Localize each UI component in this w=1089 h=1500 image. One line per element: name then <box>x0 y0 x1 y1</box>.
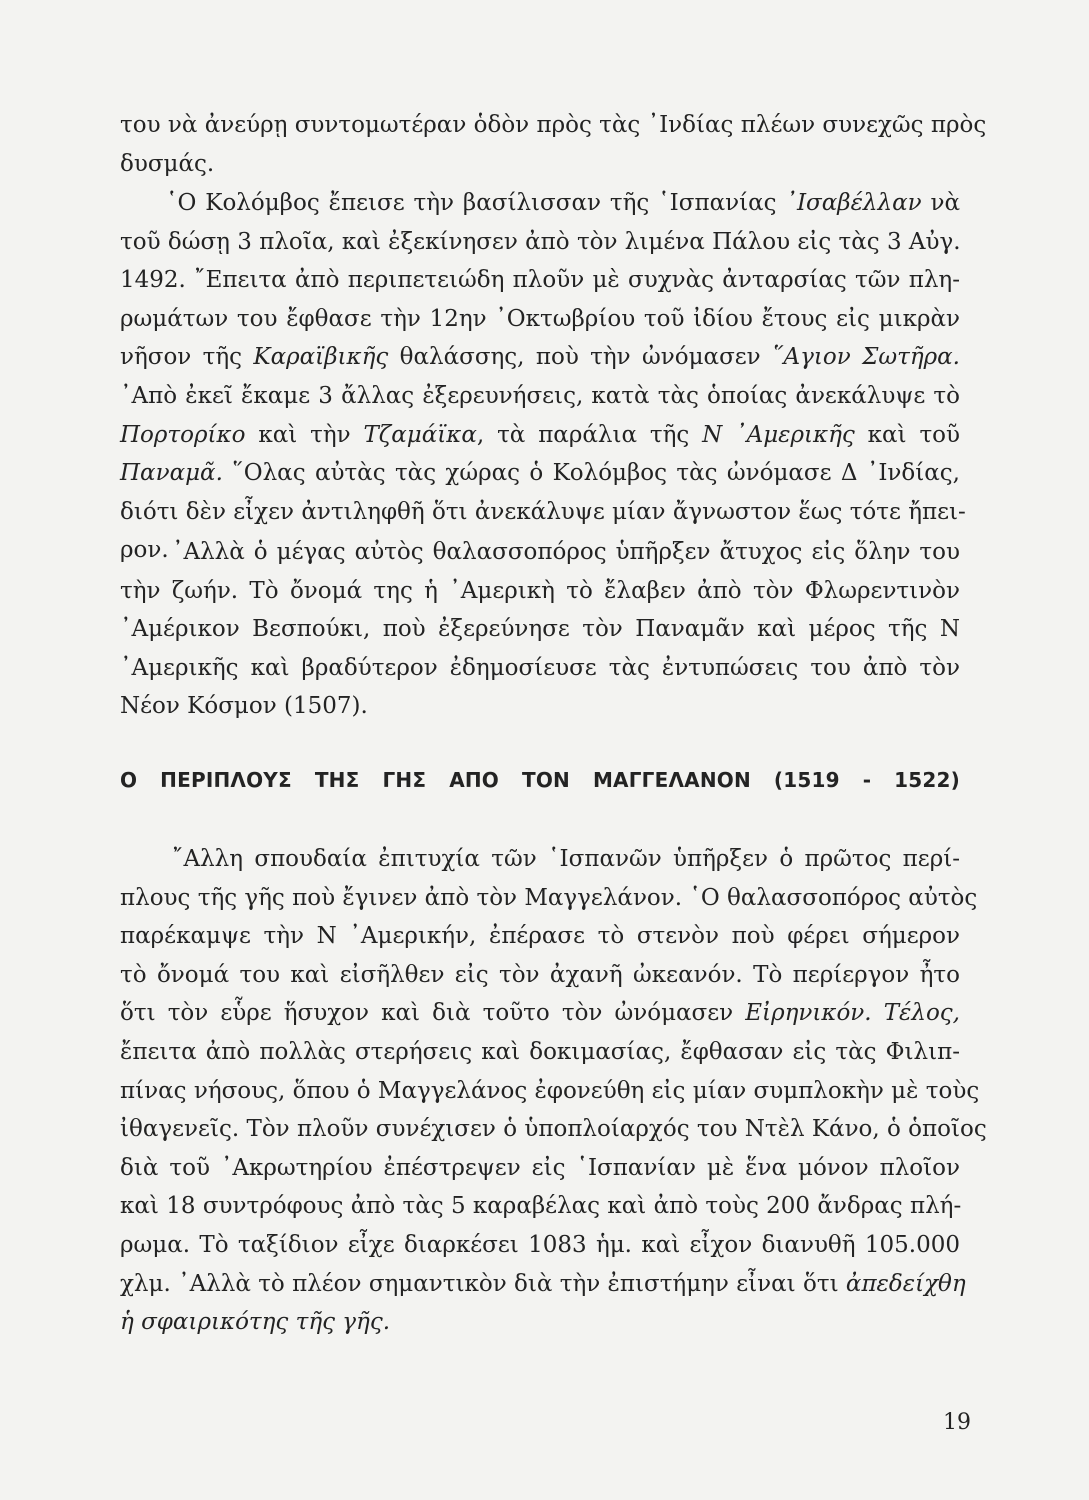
text-span: ὅτι τὸν εὗρε ἥσυχον καὶ διὰ τοῦτο τὸν ὠνόμασεν <box>120 1000 746 1027</box>
text-line <box>120 1226 960 1265</box>
text-span: ᾿Αλλὰ ὁ μέγας αὐτὸς θαλασσοπόρος ὑπῆρξεν ἄτυχος εἰς ὅλην του <box>172 539 960 565</box>
text-span: διότι δὲν εἶχεν ἀντιληφθῆ ὅτι ἀνεκάλυψε μίαν ἄγνωστον ἕως τότε ἤπει- <box>120 498 966 525</box>
text-span: νῆσον τῆς <box>120 344 254 371</box>
text-span: χλμ. ᾿Αλλὰ τὸ πλέον σημαντικὸν διὰ τὴν ἐπιστήμην εἶναι ὅτι <box>120 1270 846 1297</box>
text-span: θαλάσσης, ποὺ τὴν ὠνόμασεν <box>388 344 773 371</box>
text-span: ἰθαγενεῖς. Τὸν πλοῦν συνέχισεν ὁ ὑποπλοίαρχός του Ντὲλ Κάνο, ὁ ὁποῖος <box>120 1116 987 1143</box>
text-line <box>120 1149 960 1188</box>
text-line <box>120 649 960 688</box>
text-span: δυσμάς. <box>120 150 215 177</box>
text-span: ᾿Αμερικῆς καὶ βραδύτερον ἐδημοσίευσε τὰς ἐντυπώσεις του ἀπὸ τὸν <box>120 654 960 681</box>
text-span: παρέκαμψε τὴν Ν ᾿Αμερικήν, ἐπέρασε τὸ στενὸν ποὺ φέρει σήμερον <box>120 923 960 950</box>
text-line <box>120 610 960 649</box>
text-line <box>120 184 960 223</box>
text-line <box>120 300 960 339</box>
text-span: νὰ <box>921 190 961 216</box>
text-line <box>120 454 960 493</box>
text-line <box>120 917 960 956</box>
text-span: ῾Ο Κολόμβος ἔπεισε τὴν βασίλισσαν τῆς ῾Ισπανίας <box>166 190 786 216</box>
text-span: καὶ τὴν <box>245 421 364 448</box>
text-line <box>120 1110 987 1149</box>
text-line <box>120 840 960 879</box>
text-span: 1492. ῎Επειτα ἀπὸ περιπετειώδη πλοῦν μὲ συχνὰς ἀνταρσίας τῶν πλη- <box>120 267 960 294</box>
text-line <box>120 1187 960 1226</box>
italic-span: Καραϊβικῆς <box>253 344 389 371</box>
text-line <box>120 956 960 995</box>
italic-span: Εἰρηνικόν. Τέλος, <box>745 1000 960 1027</box>
italic-span: Ν ᾿Αμερικῆς <box>702 421 855 448</box>
text-line <box>120 338 960 377</box>
text-line <box>120 1072 980 1111</box>
text-span: , τὰ παράλια τῆς <box>476 421 703 448</box>
text-span: ῎Αλλη σπουδαία ἐπιτυχία τῶν ῾Ισπανῶν ὑπῆρξεν ὁ πρῶτος περί- <box>172 846 960 872</box>
text-line <box>120 1303 960 1342</box>
text-line <box>120 533 960 572</box>
text-span: τὴν ζωήν. Τὸ ὄνομά της ἡ ᾿Αμερικὴ τὸ ἔλαβεν ἀπὸ τὸν Φλωρεντινὸν <box>120 577 960 604</box>
text-span: Νέον Κόσμον (1507). <box>120 693 368 720</box>
text-line <box>120 572 960 611</box>
text-span: του νὰ ἀνεύρῃ συντομωτέραν ὁδὸν πρὸς τὰς ᾿Ινδίας πλέων συνεχῶς πρὸς <box>120 112 987 138</box>
text-line <box>120 106 987 145</box>
text-line <box>120 1033 960 1072</box>
italic-span: Τζαμάϊκα <box>363 421 477 448</box>
italic-span: ᾿Ισαβέλλαν <box>785 190 922 216</box>
text-line <box>120 493 966 532</box>
text-span: ρωμάτων του ἔφθασε τὴν 12ην ᾿Οκτωβρίου τοῦ ἰδίου ἔτους εἰς μικρὰν <box>120 305 960 332</box>
text-line <box>120 687 960 726</box>
italic-span: ἀπεδείχθη <box>845 1270 966 1297</box>
paragraph-3 <box>120 533 960 726</box>
paragraph-1 <box>120 106 987 183</box>
text-span: πίνας νήσους, ὅπου ὁ Μαγγελάνος ἐφονεύθη εἰς μίαν συμπλοκὴν μὲ τοὺς <box>120 1077 980 1104</box>
text-line <box>120 145 960 184</box>
section-heading: Ο ΠΕΡΙΠΛΟΥΣ ΤΗΣ ΓΗΣ ΑΠΟ ΤΟΝ ΜΑΓΓΕΛΑΝΟΝ (1519 - 1522) <box>120 768 960 792</box>
text-span: διὰ τοῦ ᾿Ακρωτηρίου ἐπέστρεψεν εἰς ῾Ισπανίαν μὲ ἕνα μόνον πλοῖον <box>120 1154 960 1181</box>
text-line <box>120 223 960 262</box>
text-span: ἔπειτα ἀπὸ πολλὰς στερήσεις καὶ δοκιμασίας, ἔφθασαν εἰς τὰς Φιλιπ- <box>120 1038 960 1065</box>
text-span: ῞Ολας αὐτὰς τὰς χώρας ὁ Κολόμβος τὰς ὠνόμασε Δ ᾿Ινδίας, <box>222 460 960 487</box>
text-span: τὸ ὄνομά του καὶ εἰσῆλθεν εἰς τὸν ἀχανῆ ὠκεανόν. Τὸ περίεργον ἦτο <box>120 961 960 988</box>
text-line <box>120 879 978 918</box>
text-span: ᾿Απὸ ἐκεῖ ἔκαμε 3 ἄλλας ἐξερευνήσεις, κατὰ τὰς ὁποίας ἀνεκάλυψε τὸ <box>120 382 960 409</box>
text-span: ρον. <box>120 537 169 564</box>
text-span: καὶ 18 συντρόφους ἀπὸ τὰς 5 καραβέλας καὶ ἀπὸ τοὺς 200 ἄνδρας πλή- <box>120 1193 962 1220</box>
text-span: πλους τῆς γῆς ποὺ ἔγινεν ἀπὸ τὸν Μαγγελάνον. ῾Ο θαλασσοπόρος αὐτὸς <box>120 884 978 911</box>
italic-span: ἡ σφαιρικότης τῆς γῆς. <box>120 1309 391 1336</box>
text-span: καὶ τοῦ <box>854 421 960 448</box>
text-line <box>120 994 960 1033</box>
paragraph-2 <box>120 184 966 570</box>
text-line <box>120 1265 966 1304</box>
paragraph-4 <box>120 840 987 1342</box>
italic-span: ῞Αγιον Σωτῆρα. <box>772 344 960 371</box>
italic-span: Πορτορίκο <box>120 421 246 448</box>
text-span: ρωμα. Τὸ ταξίδιον εἶχε διαρκέσει 1083 ἡμ. καὶ εἶχον διανυθῆ 105.000 <box>120 1231 960 1258</box>
page-number: 19 <box>943 1410 971 1435</box>
text-span: τοῦ δώσῃ 3 πλοῖα, καὶ ἐξεκίνησεν ἀπὸ τὸν λιμένα Πάλου εἰς τὰς 3 Αὐγ. <box>120 228 961 255</box>
text-span: ᾿Αμέρικον Βεσπούκι, ποὺ ἐξερεύνησε τὸν Παναμᾶν καὶ μέρος τῆς Ν <box>120 616 960 643</box>
text-line <box>120 377 960 416</box>
text-line <box>120 261 960 300</box>
italic-span: Παναμᾶ. <box>120 460 223 487</box>
text-line <box>120 416 960 455</box>
